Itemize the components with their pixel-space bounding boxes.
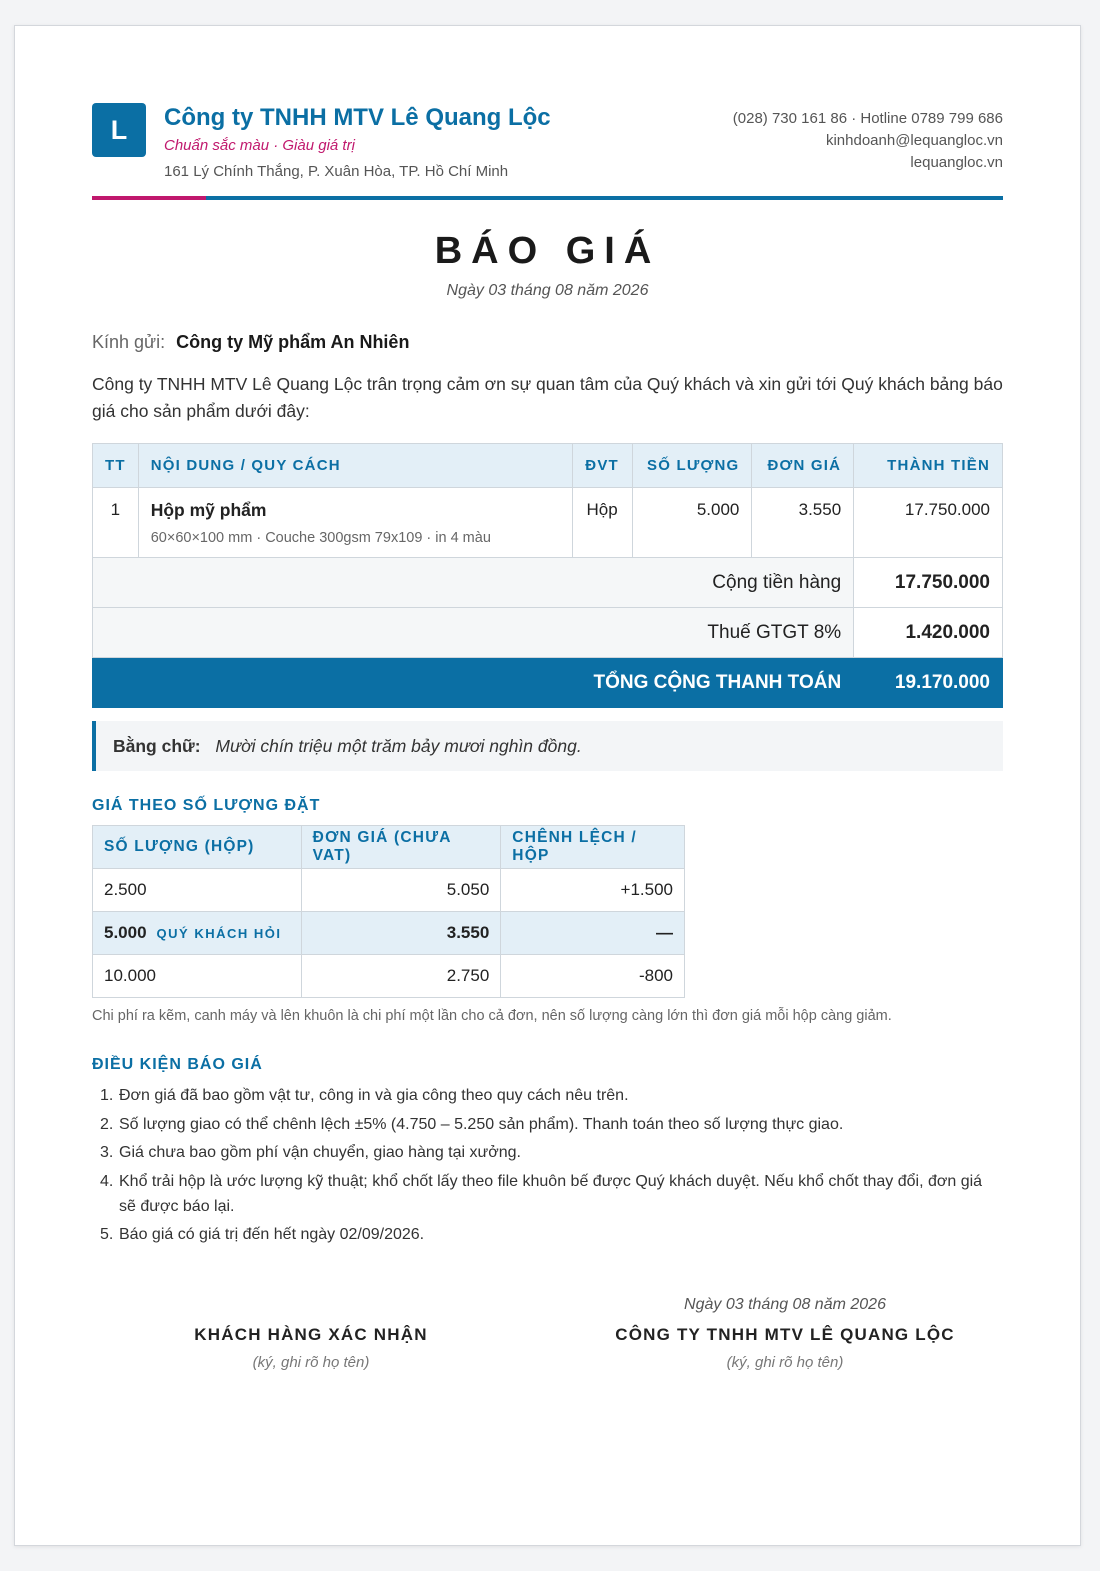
tier-diff: — bbox=[501, 912, 685, 955]
conditions-section-title: ĐIỀU KIỆN BÁO GIÁ bbox=[92, 1056, 263, 1073]
tier-col-diff: CHÊNH LỆCH / HỘP bbox=[501, 826, 685, 869]
document-date: Ngày 03 tháng 08 năm 2026 bbox=[446, 282, 649, 299]
table-row bbox=[93, 955, 685, 998]
tier-qty: 5.000 bbox=[104, 923, 147, 942]
company-signature-hint: (ký, ghi rõ họ tên) bbox=[726, 1354, 844, 1371]
col-header-price: ĐƠN GIÁ bbox=[752, 444, 854, 488]
subtotal-row bbox=[93, 558, 1003, 608]
amount-in-words bbox=[92, 721, 1003, 771]
item-qty: 5.000 bbox=[632, 488, 752, 558]
table-row-highlighted bbox=[93, 912, 685, 955]
list-item: 3. Giá chưa bao gồm phí vận chuyển, giao hàng tại xưởng. bbox=[92, 1140, 1003, 1165]
conditions-list bbox=[92, 1083, 1003, 1251]
table-row bbox=[93, 488, 1003, 558]
tier-col-qty: SỐ LƯỢNG (HỘP) bbox=[93, 826, 302, 869]
tier-price: 5.050 bbox=[301, 869, 501, 912]
customer-signature bbox=[111, 1296, 511, 1371]
condition-text: Giá chưa bao gồm phí vận chuyển, giao hàng tại xưởng. bbox=[119, 1144, 521, 1161]
company-name: Công ty TNHH MTV Lê Quang Lộc bbox=[164, 104, 551, 131]
condition-text: Đơn giá đã bao gồm vật tư, công in và gia công theo quy cách nêu trên. bbox=[119, 1087, 629, 1104]
tier-diff: -800 bbox=[501, 955, 685, 998]
condition-text: Báo giá có giá trị đến hết ngày 02/09/2026. bbox=[119, 1226, 425, 1243]
col-header-amount: THÀNH TIỀN bbox=[854, 444, 1003, 488]
quote-table-header bbox=[93, 444, 1003, 488]
subtotal-value: 17.750.000 bbox=[854, 558, 1003, 608]
greeting-label: Kính gửi: bbox=[92, 332, 166, 352]
total-label: TỔNG CỘNG THANH TOÁN bbox=[93, 658, 854, 708]
company-logo: L bbox=[92, 103, 146, 157]
header-divider-accent bbox=[92, 196, 206, 200]
intro-text: Công ty TNHH MTV Lê Quang Lộc trân trọng cảm ơn sự quan tâm của Quý khách và xin gửi tới Quý khách bảng báo giá cho sản phẩm dưới đây: bbox=[92, 374, 1003, 421]
company-address: 161 Lý Chính Thắng, P. Xuân Hòa, TP. Hồ Chí Minh bbox=[164, 163, 509, 180]
amount-in-words-label: Bằng chữ: bbox=[113, 736, 201, 756]
vat-value: 1.420.000 bbox=[854, 608, 1003, 658]
requested-badge: QUÝ KHÁCH HỎI bbox=[156, 926, 282, 941]
company-phone: (028) 730 161 86 · Hotline 0789 799 686 bbox=[732, 110, 1003, 127]
letterhead bbox=[92, 103, 1003, 203]
list-item: 4. Khổ trải hộp là ước lượng kỹ thuật; khổ chốt lấy theo file khuôn bế được Quý khách duyệt. Nếu khổ chốt thay đổi, đơn giá sẽ được báo lại. bbox=[92, 1169, 1003, 1219]
company-signature bbox=[585, 1296, 985, 1371]
item-price: 3.550 bbox=[752, 488, 854, 558]
company-website[interactable]: lequangloc.vn bbox=[910, 154, 1003, 171]
tiers-section-title: GIÁ THEO SỐ LƯỢNG ĐẶT bbox=[92, 797, 321, 814]
condition-text: Số lượng giao có thể chênh lệch ±5% (4.750 – 5.250 sản phẩm). Thanh toán theo số lượng thực giao. bbox=[119, 1115, 844, 1133]
item-description bbox=[138, 488, 572, 558]
vat-row bbox=[93, 608, 1003, 658]
tier-table bbox=[92, 825, 685, 998]
greeting bbox=[92, 332, 409, 353]
item-name: Hộp mỹ phẩm bbox=[150, 500, 267, 520]
item-no: 1 bbox=[93, 488, 139, 558]
tier-qty-cell bbox=[93, 912, 302, 955]
item-unit: Hộp bbox=[572, 488, 632, 558]
tier-price: 2.750 bbox=[301, 955, 501, 998]
list-item: 2. Số lượng giao có thể chênh lệch ±5% (4.750 – 5.250 sản phẩm). Thanh toán theo số lượng thực giao. bbox=[92, 1112, 1003, 1137]
col-header-description: NỘI DUNG / QUY CÁCH bbox=[138, 444, 572, 488]
table-row bbox=[93, 869, 685, 912]
vat-label: Thuế GTGT 8% bbox=[93, 608, 854, 658]
tier-col-price: ĐƠN GIÁ (CHƯA VAT) bbox=[301, 826, 501, 869]
tier-price: 3.550 bbox=[301, 912, 501, 955]
document-title: BÁO GIÁ bbox=[434, 230, 661, 272]
recipient-name: Công ty Mỹ phẩm An Nhiên bbox=[176, 332, 410, 352]
company-slogan: Chuẩn sắc màu · Giàu giá trị bbox=[164, 137, 355, 154]
company-signature-date: Ngày 03 tháng 08 năm 2026 bbox=[684, 1296, 886, 1313]
tier-qty: 10.000 bbox=[93, 955, 302, 998]
quote-sheet bbox=[14, 25, 1081, 1546]
tier-note: Chi phí ra kẽm, canh máy và lên khuôn là chi phí một lần cho cả đơn, nên số lượng càng lớn thì đơn giá mỗi hộp càng giảm. bbox=[92, 1008, 892, 1024]
tier-qty: 2.500 bbox=[93, 869, 302, 912]
company-contact bbox=[733, 108, 1003, 174]
list-item: 1. Đơn giá đã bao gồm vật tư, công in và gia công theo quy cách nêu trên. bbox=[92, 1083, 1003, 1108]
company-signature-title: CÔNG TY TNHH MTV LÊ QUANG LỘC bbox=[615, 1325, 955, 1344]
subtotal-label: Cộng tiền hàng bbox=[93, 558, 854, 608]
total-value: 19.170.000 bbox=[854, 658, 1003, 708]
col-header-no: TT bbox=[93, 444, 139, 488]
customer-signature-title: KHÁCH HÀNG XÁC NHẬN bbox=[194, 1325, 428, 1344]
item-amount: 17.750.000 bbox=[854, 488, 1003, 558]
col-header-unit: ĐVT bbox=[572, 444, 632, 488]
tier-diff: +1.500 bbox=[501, 869, 685, 912]
customer-signature-hint: (ký, ghi rõ họ tên) bbox=[252, 1354, 370, 1371]
tier-table-header bbox=[93, 826, 685, 869]
condition-text: Khổ trải hộp là ước lượng kỹ thuật; khổ chốt lấy theo file khuôn bế được Quý khách duyệt. Nếu khổ chốt thay đổi, đơn giá sẽ được báo lại. bbox=[119, 1172, 983, 1215]
company-email[interactable]: kinhdoanh@lequangloc.vn bbox=[825, 132, 1003, 149]
col-header-qty: SỐ LƯỢNG bbox=[632, 444, 752, 488]
header-divider bbox=[92, 196, 1003, 200]
item-spec: 60×60×100 mm · Couche 300gsm 79x109 · in 4 màu bbox=[150, 530, 491, 546]
list-item: 5. Báo giá có giá trị đến hết ngày 02/09/2026. bbox=[92, 1222, 1003, 1247]
quote-table bbox=[92, 443, 1003, 708]
amount-in-words-value: Mười chín triệu một trăm bảy mươi nghìn đồng. bbox=[215, 736, 582, 756]
total-row bbox=[93, 658, 1003, 708]
